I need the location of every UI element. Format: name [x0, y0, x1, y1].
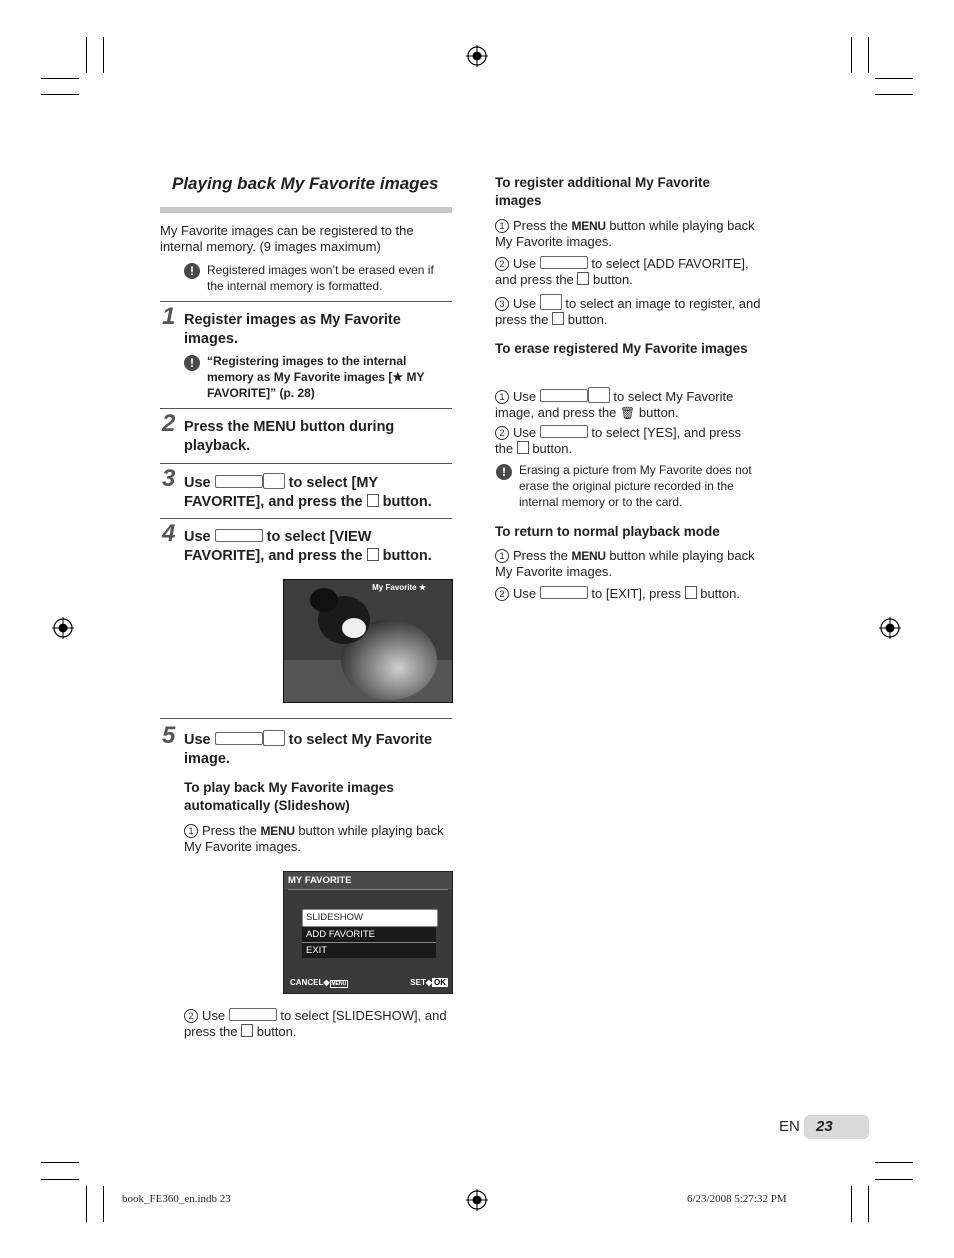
step-number: 2: [162, 410, 176, 437]
erase-item-1: 1 Use to select My Favorite image, and press the 🗑 button.: [495, 389, 734, 420]
step-number: 5: [162, 722, 176, 749]
page-number-tab: [804, 1115, 869, 1139]
left-right-arrow-icon: [588, 387, 610, 403]
register-item-2: 2 Use to select [ADD FAVORITE], and press the button.: [495, 256, 749, 287]
caution-icon: !: [184, 355, 200, 371]
divider: [160, 718, 452, 719]
footer-date: 6/23/2008 5:27:32 PM: [687, 1193, 787, 1205]
erase-note: Erasing a picture from My Favorite does not erase the original picture recorded in the internal memory or to the card.: [519, 463, 752, 509]
erase-heading: To erase registered My Favorite images: [495, 341, 748, 356]
section-title: Playing back My Favorite images: [172, 174, 439, 193]
step-text: Use to select [VIEW FAVORITE], and press the button.: [184, 529, 432, 564]
page-lang: EN: [779, 1118, 800, 1135]
slideshow-item-2: 2 Use to select [SLIDESHOW], and press the button.: [184, 1008, 447, 1039]
arrow-pad-icon: [215, 529, 263, 542]
menu-option-selected[interactable]: SLIDESHOW: [302, 909, 438, 927]
photo-overlay-label: My Favorite ★: [372, 583, 426, 592]
divider: [160, 301, 452, 302]
divider: [160, 463, 452, 464]
page-number: 23: [816, 1118, 833, 1135]
menu-button-label: MENU: [253, 419, 297, 435]
menu-option[interactable]: EXIT: [302, 943, 436, 958]
step-circle-icon: 2: [495, 257, 509, 271]
step-text: Register images as My Favorite images.: [184, 312, 401, 347]
step-number: 3: [162, 465, 176, 492]
trash-icon: 🗑: [620, 406, 636, 420]
slideshow-item-1: 1 Press the MENU button while playing back My Favorite images.: [184, 823, 444, 854]
camera-menu-screen: [283, 871, 453, 994]
divider: [160, 518, 452, 519]
step-circle-icon: 3: [495, 297, 509, 311]
set-hint: SET◆ OK: [410, 978, 446, 987]
registration-mark-icon: [879, 617, 901, 639]
register-heading: To register additional My Favorite images: [495, 175, 711, 208]
step-text: Press the MENU button during playback.: [184, 419, 395, 454]
arrow-pad-icon: [540, 586, 588, 599]
step-circle-icon: 2: [495, 587, 509, 601]
return-heading: To return to normal playback mode: [495, 524, 720, 539]
step-text: Use to select My Favorite image.: [184, 732, 433, 767]
erase-item-2: 2 Use to select [YES], and press the button.: [495, 425, 741, 456]
section-note: Registered images won’t be erased even if the internal memory is formatted.: [207, 263, 434, 293]
caution-icon: !: [184, 263, 200, 279]
ok-button-icon: [577, 272, 589, 285]
arrow-pad-icon: [229, 1008, 277, 1021]
slideshow-heading: To play back My Favorite images automatically (Slideshow): [184, 780, 394, 813]
caution-icon: !: [496, 464, 512, 480]
playback-photo: [283, 579, 453, 703]
footer-file: book_FE360_en.indb 23: [122, 1193, 231, 1205]
return-item-2: 2 Use to [EXIT], press button.: [495, 586, 761, 602]
step-number: 1: [162, 303, 176, 330]
ok-button-icon: [517, 441, 529, 454]
cancel-hint: CANCEL◆ MENU: [290, 978, 347, 987]
step-circle-icon: 2: [184, 1009, 198, 1023]
ok-button-icon: [685, 586, 697, 599]
arrow-pad-icon: [540, 256, 588, 269]
ok-button-icon: [367, 494, 379, 507]
register-item-1: 1 Press the MENU button while playing back My Favorite images.: [495, 218, 755, 249]
arrow-pad-icon: [540, 425, 588, 438]
left-right-arrow-icon: [263, 730, 285, 746]
divider: [160, 408, 452, 409]
registration-mark-icon: [466, 45, 488, 67]
arrow-pad-icon: [215, 475, 263, 488]
ok-button-icon: [552, 312, 564, 325]
arrow-pad-icon: [540, 389, 588, 402]
step-circle-icon: 1: [495, 219, 509, 233]
ok-button-icon: [241, 1024, 253, 1037]
step-circle-icon: 1: [184, 824, 198, 838]
section-title-bar: [160, 207, 452, 213]
return-item-1: 1 Press the MENU button while playing back My Favorite images.: [495, 548, 755, 579]
screen-title: MY FAVORITE: [288, 875, 352, 886]
registration-mark-icon: [52, 617, 74, 639]
step-circle-icon: 1: [495, 549, 509, 563]
left-right-arrow-icon: [540, 294, 562, 310]
left-right-arrow-icon: [263, 473, 285, 489]
menu-option[interactable]: ADD FAVORITE: [302, 927, 436, 943]
ok-button-icon: [367, 548, 379, 561]
arrow-pad-icon: [215, 732, 263, 745]
step-text: Use to select [MY FAVORITE], and press the button.: [184, 475, 432, 510]
registration-mark-icon: [466, 1189, 488, 1211]
step-circle-icon: 1: [495, 390, 509, 404]
step-circle-icon: 2: [495, 426, 509, 440]
register-item-3: 3 Use to select an image to register, and press the button.: [495, 296, 761, 327]
step-note: “Registering images to the internal memory as My Favorite images [★ MY FAVORITE]” (p. 28): [207, 354, 425, 400]
step-number: 4: [162, 520, 176, 547]
photo-image: [284, 580, 452, 702]
section-intro: My Favorite images can be registered to the internal memory. (9 images maximum): [160, 223, 414, 254]
